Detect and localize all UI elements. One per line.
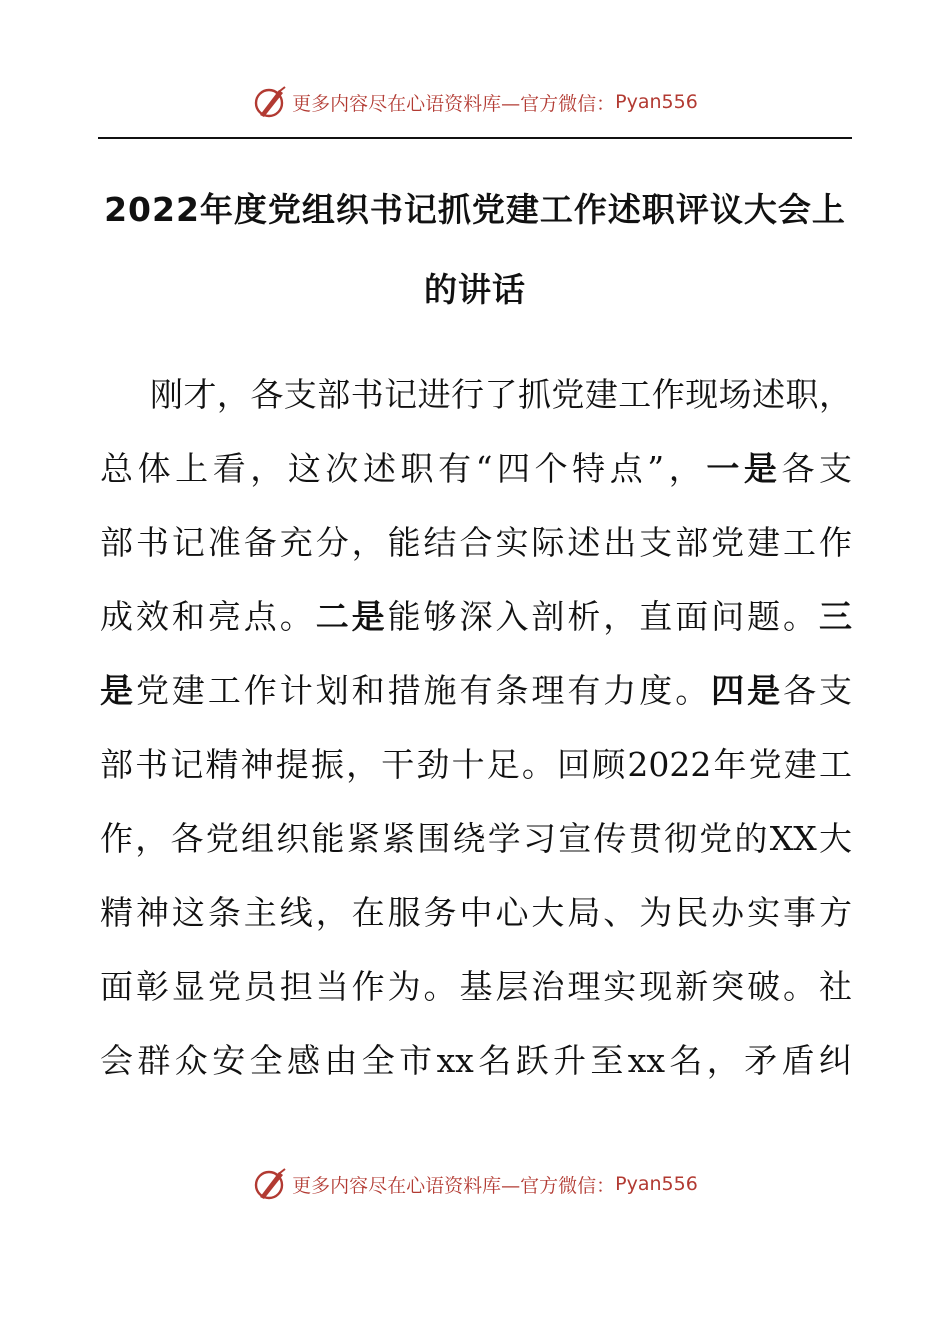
text-run: 部书记准备充分，能结合实际述出支部党建工作: [100, 523, 852, 562]
text-run: 精神这条主线，在服务中心大局、为民办实事方: [100, 893, 852, 932]
text-run: 党建工作计划和措施有条理有力度。: [135, 671, 712, 710]
title-line-2: 的讲话: [424, 270, 526, 309]
text-run: 成效和亮点。: [100, 597, 316, 636]
text-run: 作，各党组织能紧紧围绕学习宣传贯彻党的XX大: [100, 819, 852, 858]
banner-wechat-id: Pyan556: [615, 91, 698, 113]
bold-marker: 二是: [315, 597, 388, 636]
quill-pen-circle-icon: [252, 1166, 288, 1202]
text-run: 能够深入剖析，直面问题。: [387, 597, 820, 636]
bold-marker: 四是: [711, 671, 784, 710]
banner-text: 更多内容尽在心语资料库—官方微信：: [292, 92, 616, 115]
footer-watermark-banner: [0, 1162, 950, 1206]
document-title: [98, 170, 852, 330]
text-line: [100, 802, 852, 876]
text-line: [100, 1024, 852, 1098]
text-run: 各支: [783, 671, 853, 710]
text-run: 各支: [781, 449, 852, 488]
bold-marker: 是: [100, 671, 136, 710]
title-line-1: 2022年度党组织书记抓党建工作述职评议大会上: [104, 190, 846, 229]
text-line: [100, 654, 852, 728]
text-line: [100, 950, 852, 1024]
text-line: [100, 876, 852, 950]
text-line: [100, 728, 852, 802]
text-run: 刚才，各支部书记进行了抓党建工作现场述职，: [150, 375, 852, 414]
header-divider: [98, 137, 852, 139]
text-run: 会群众安全感由全市xx名跃升至xx名，矛盾纠: [100, 1041, 852, 1080]
text-run: 面彰显党员担当作为。基层治理实现新突破。社: [100, 967, 852, 1006]
text-line: [100, 358, 852, 432]
body-paragraph: [100, 358, 852, 1098]
banner-wechat-id: Pyan556: [615, 1173, 698, 1195]
text-run: 部书记精神提振，干劲十足。回顾2022年党建工: [100, 745, 852, 784]
quill-pen-circle-icon: [252, 84, 288, 120]
bold-marker: 三: [819, 597, 853, 636]
text-line: [100, 506, 852, 580]
text-run: 总体上看，这次述职有“四个特点”，: [100, 449, 707, 488]
text-line: [100, 580, 852, 654]
banner-text: 更多内容尽在心语资料库—官方微信：: [292, 1174, 616, 1197]
bold-marker: 一是: [706, 449, 782, 488]
header-watermark-banner: [0, 80, 950, 124]
text-line: [100, 432, 852, 506]
